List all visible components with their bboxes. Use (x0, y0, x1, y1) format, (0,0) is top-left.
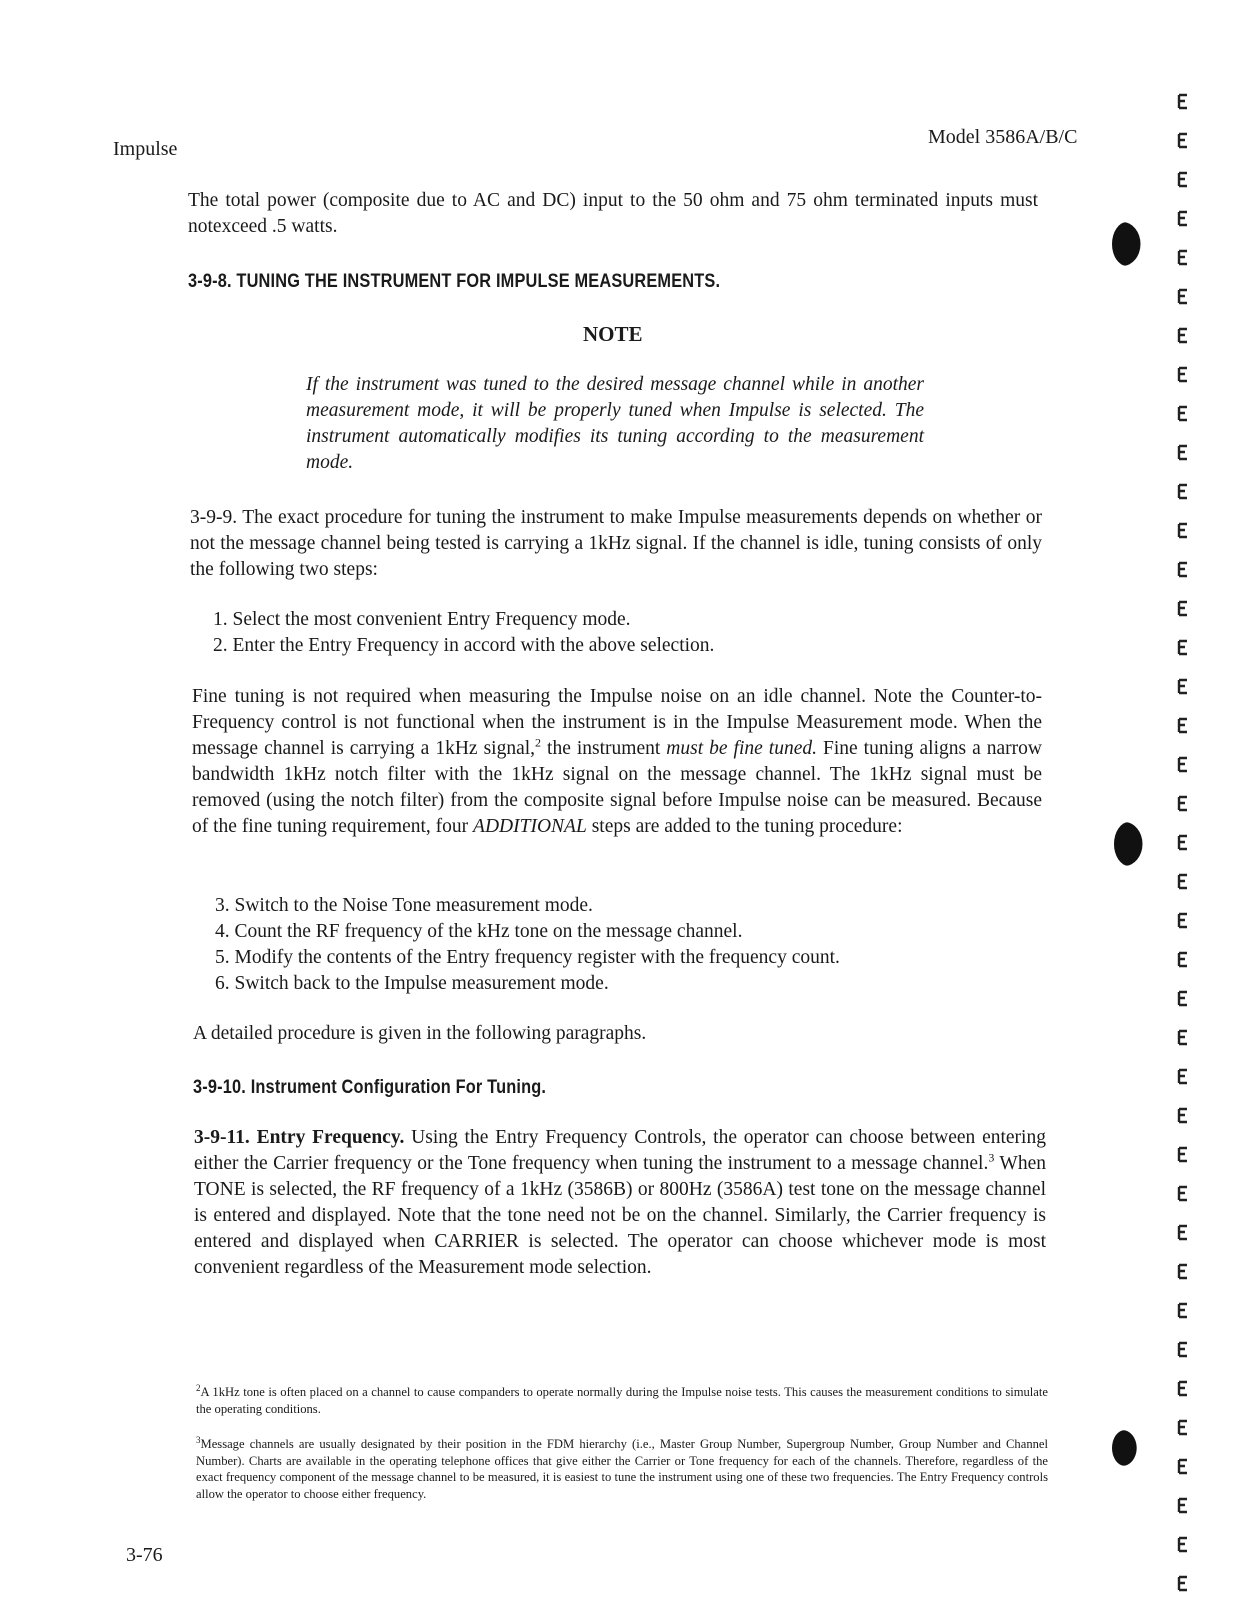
binding-mark (1177, 326, 1189, 346)
section-header: Impulse (113, 138, 178, 160)
binding-mark (1177, 92, 1189, 112)
binding-mark (1177, 755, 1189, 775)
binder-hole (1112, 1430, 1138, 1466)
text-run: steps are added to the tuning procedure: (586, 816, 903, 837)
footnote-ref: 3 (988, 1150, 995, 1165)
text-run: Using the Entry Frequency Controls, the operator can choose between entering either the Carrier frequency or the Tone frequency when tuning the instrument to a message channel. (194, 1127, 1046, 1174)
binding-mark (1177, 209, 1189, 229)
binding-mark (1177, 1184, 1189, 1204)
binding-mark (1177, 872, 1189, 892)
binding-mark (1177, 599, 1189, 619)
binding-mark (1177, 1418, 1189, 1438)
binding-mark (1177, 1379, 1189, 1399)
fine-tuning-paragraph (192, 684, 1042, 840)
list-item: 4. Count the RF frequency of the kHz tone on the message channel. (215, 921, 743, 942)
text-run: Fine tuning is not required when measuring the Impulse noise on an idle channel. Note the Counter-to-Frequency control is not functional when the instrument is in the Impulse Measurement mode. When the message channel is carrying a 1kHz signal, (192, 686, 1042, 759)
footnote-3 (196, 1436, 1048, 1502)
footnote-text: A 1kHz tone is often placed on a channel to cause companders to operate normally during the Impulse noise tests. This causes the measurement conditions to simulate the operating conditions. (196, 1385, 1048, 1416)
binding-mark (1177, 521, 1189, 541)
detailed-procedure-text: A detailed procedure is given in the following paragraphs. (193, 1023, 647, 1044)
binding-mark (1177, 1262, 1189, 1282)
paragraph-3-9-9: 3-9-9. The exact procedure for tuning the instrument to make Impulse measurements depends on whether or not the message channel being tested is carrying a 1kHz signal. If the channel is idle, tuning consists of only the following two steps: (190, 507, 1042, 580)
binding-mark (1177, 170, 1189, 190)
additional-emphasis: ADDITIONAL (473, 816, 587, 837)
binding-mark (1177, 1574, 1189, 1594)
binder-hole (1112, 222, 1142, 266)
footnote-number: 3 (196, 1434, 201, 1445)
note-body: If the instrument was tuned to the desired message channel while in another measurement mode, it will be properly tuned when Impulse is selected. The instrument automatically modifies its tuning according to the measurement mode. (306, 374, 924, 473)
binding-mark (1177, 248, 1189, 268)
list-item: 3. Switch to the Noise Tone measurement mode. (215, 895, 593, 916)
list-item: 1. Select the most convenient Entry Frequency mode. (213, 609, 631, 630)
emphasis-text: must be fine tuned. (666, 738, 817, 759)
binding-mark (1177, 404, 1189, 424)
binding-mark (1177, 1457, 1189, 1477)
binding-mark (1177, 833, 1189, 853)
footnote-2 (196, 1384, 1048, 1417)
binding-mark (1177, 1340, 1189, 1360)
list-item: 6. Switch back to the Impulse measurement mode. (215, 973, 609, 994)
footnote-text: Message channels are usually designated by their position in the FDM hierarchy (i.e., Master Group Number, Supergroup Number, Group Number and Channel Number). Charts are available in the operating telephone offices that give either the Carrier or Tone frequency for each of the channels. Therefore, regardless of the exact frequency component of the message channel to be measured, it is easiest to tune the instrument using one of these two frequencies. The Entry Frequency controls allow the operator to choose either frequency. (196, 1437, 1048, 1501)
binding-mark (1177, 131, 1189, 151)
binding-mark (1177, 1067, 1189, 1087)
binding-mark (1177, 482, 1189, 502)
binding-mark (1177, 989, 1189, 1009)
intro-paragraph: The total power (composite due to AC and DC) input to the 50 ohm and 75 ohm terminated inputs must notexceed .5 watts. (188, 190, 1038, 237)
footnote-ref: 2 (535, 735, 542, 750)
binding-mark (1177, 638, 1189, 658)
heading-3-9-10: 3-9-10. Instrument Configuration For Tuning. (193, 1077, 547, 1098)
text-run: Fine tuning aligns a narrow bandwidth 1kHz notch filter with the 1kHz signal on the message channel. The 1kHz signal must be removed (using the notch filter) from the composite signal before Impulse noise can be measured. Because of the fine tuning requirement, four (192, 738, 1042, 837)
fine-tuning-steps-list (215, 893, 840, 997)
binding-mark (1177, 1106, 1189, 1126)
binding-mark (1177, 1145, 1189, 1165)
binding-mark (1177, 677, 1189, 697)
page-number: 3-76 (126, 1544, 163, 1566)
binding-mark (1177, 443, 1189, 463)
binding-mark (1177, 1496, 1189, 1516)
binding-mark (1177, 794, 1189, 814)
list-item: 5. Modify the contents of the Entry frequency register with the frequency count. (215, 947, 840, 968)
binding-mark (1177, 560, 1189, 580)
model-header: Model 3586A/B/C (928, 126, 1078, 148)
paragraph-3-9-11 (194, 1125, 1046, 1281)
binding-mark (1177, 911, 1189, 931)
list-item: 2. Enter the Entry Frequency in accord with the above selection. (213, 635, 715, 656)
binding-mark (1177, 365, 1189, 385)
binding-mark (1177, 1223, 1189, 1243)
binding-mark (1177, 1301, 1189, 1321)
binding-mark (1177, 1028, 1189, 1048)
text-run: the instrument (541, 738, 667, 759)
binding-mark (1177, 1535, 1189, 1555)
binding-mark (1177, 716, 1189, 736)
binder-hole (1114, 822, 1144, 866)
binding-mark (1177, 287, 1189, 307)
text-run: When TONE is selected, the RF frequency of a 1kHz (3586B) or 800Hz (3586A) test tone on the message channel is entered and displayed. Note that the tone need not be on the channel. Similarly, the Carrier frequency is entered and displayed when CARRIER is selected. The operator can choose whichever mode is most convenient regardless of the Measurement mode selection. (194, 1153, 1046, 1278)
note-title: NOTE (583, 322, 643, 346)
binding-mark (1177, 950, 1189, 970)
entry-frequency-label: 3-9-11. Entry Frequency. (194, 1127, 405, 1148)
footnote-number: 2 (196, 1382, 201, 1393)
heading-3-9-8: 3-9-8. TUNING THE INSTRUMENT FOR IMPULSE MEASUREMENTS. (188, 271, 721, 292)
idle-steps-list (213, 607, 714, 659)
